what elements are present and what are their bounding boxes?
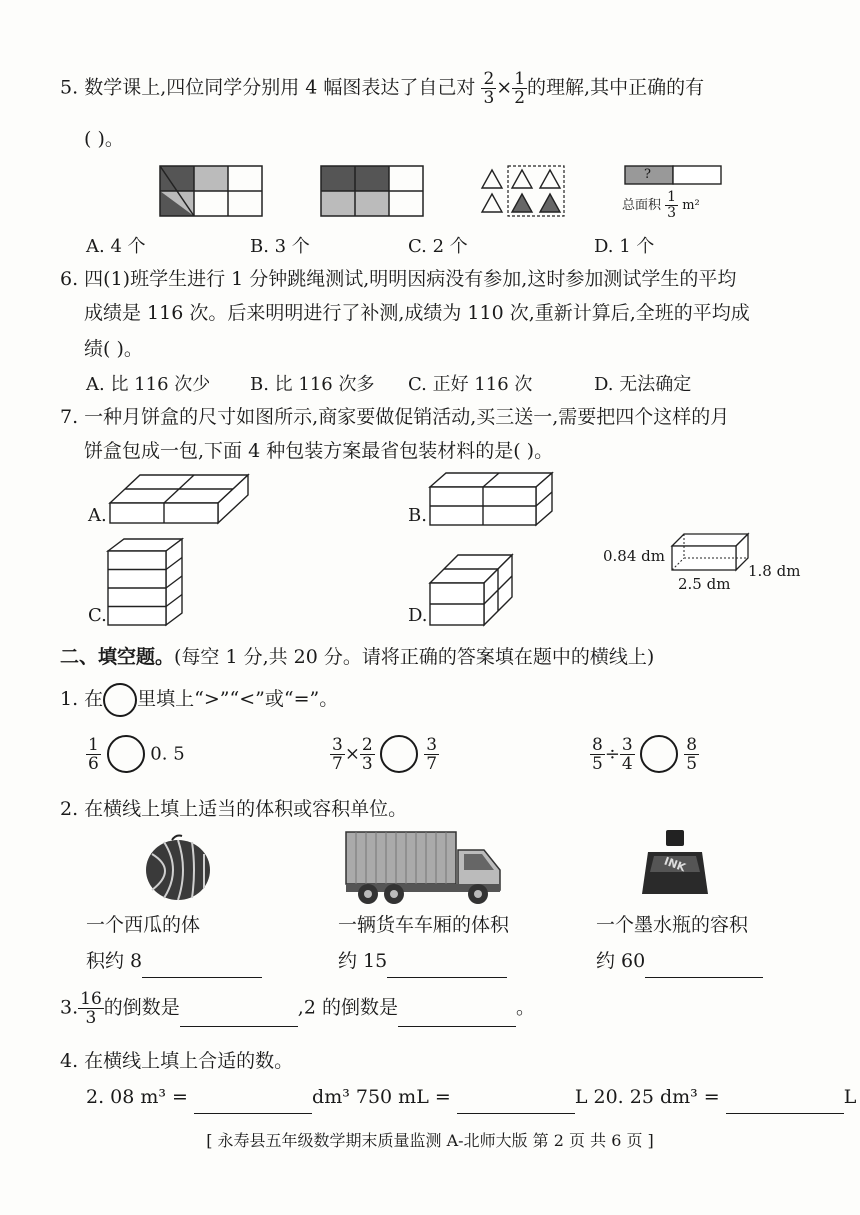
f1-circle-example xyxy=(103,683,137,717)
q7-label-a[interactable]: A. xyxy=(88,505,107,526)
f4-line: 2. 08 m³ = dm³ 750 mL = L 20. 25 dm³ = L xyxy=(86,1080,856,1114)
q7-dim-width: 1.8 dm xyxy=(748,562,801,580)
q6-option-c[interactable]: C. 正好 116 次 xyxy=(408,374,533,395)
f2-item3-line2: 约 60 xyxy=(596,944,763,978)
f2-item2-line2: 约 15 xyxy=(338,944,507,978)
f1-answer-circle-3[interactable] xyxy=(640,735,678,773)
f4-title: 4. 在横线上填上合适的数。 xyxy=(60,1050,294,1072)
f4-blank-3[interactable] xyxy=(726,1089,844,1114)
f1-expr-3: $\frac{8}{5}$ ÷ $\frac{3}{4}$ $\frac{8}{5}$ xyxy=(592,734,698,774)
q6-line3: 绩( )。 xyxy=(84,338,143,360)
f4-blank-2[interactable] xyxy=(457,1089,575,1114)
q5-figure-a xyxy=(160,166,262,216)
q6-option-a[interactable]: A. 比 116 次少 xyxy=(86,374,211,395)
q6-option-d[interactable]: D. 无法确定 xyxy=(594,374,692,395)
q7-line2: 饼盒包成一包,下面 4 种包装方案最省包装材料的是( )。 xyxy=(84,440,554,462)
section2-note: (每空 1 分,共 20 分。请将正确的答案填在题中的横线上) xyxy=(174,646,655,668)
q5-text-a: 数学课上,四位同学分别用 4 幅图表达了自己对 xyxy=(84,76,476,99)
f2-blank-3[interactable] xyxy=(645,953,763,978)
q5-option-c[interactable]: C. 2 个 xyxy=(408,236,468,257)
page-footer: [ 永寿县五年级数学期末质量监测 A-北师大版 第 2 页 共 6 页 ] xyxy=(206,1131,654,1150)
truck-image xyxy=(344,830,504,906)
f2-item2-line1: 一辆货车车厢的体积 xyxy=(338,914,510,936)
q5-fig-d-question: ? xyxy=(644,167,651,182)
f2-item1-line2: 积约 8 xyxy=(86,944,262,978)
q7-label-d[interactable]: D. xyxy=(408,605,428,626)
q5-times: × xyxy=(496,76,513,99)
q5-figure-b xyxy=(321,166,423,216)
f1-stem: 1. 在 里填上“>”“<”或“=”。 xyxy=(60,682,338,717)
f1-answer-circle-1[interactable] xyxy=(107,735,145,773)
f2-title: 2. 在横线上填上适当的体积或容积单位。 xyxy=(60,798,408,820)
q5-fig-d-caption: 总面积 $\frac{1}{3}$ m² xyxy=(622,189,700,221)
q7-dim-length: 2.5 dm xyxy=(678,575,731,593)
q5-number: 5. xyxy=(60,76,79,99)
q5-frac1: $\frac{2}{3}$ xyxy=(483,69,495,108)
q6-option-b[interactable]: B. 比 116 次多 xyxy=(250,374,375,395)
f2-item1-line1: 一个西瓜的体 xyxy=(86,914,201,936)
f2-blank-1[interactable] xyxy=(142,953,262,978)
ink-bottle-image xyxy=(640,828,710,900)
f3-blank-1[interactable] xyxy=(180,1002,298,1027)
q5-stem xyxy=(60,70,704,107)
q7-label-b[interactable]: B. xyxy=(408,505,427,526)
q7-figure-d xyxy=(430,553,514,627)
q7-figure-a xyxy=(110,473,250,525)
q5-figure-c xyxy=(480,166,566,216)
f2-blank-2[interactable] xyxy=(387,953,507,978)
q5-option-d[interactable]: D. 1 个 xyxy=(594,236,655,257)
q7-figure-c xyxy=(108,537,184,627)
q7-figure-b xyxy=(430,471,554,527)
f1-expr-2: $\frac{3}{7}$ × $\frac{2}{3}$ $\frac{3}{7}$ xyxy=(332,734,438,774)
section2-heading xyxy=(60,640,654,674)
q7-dim-height: 0.84 dm xyxy=(603,547,665,565)
q5-answer-paren: ( )。 xyxy=(84,128,124,150)
q5-frac2: $\frac{1}{2}$ xyxy=(514,69,526,108)
q6-line1: 6. 四(1)班学生进行 1 分钟跳绳测试,明明因病没有参加,这时参加测试学生的平均 xyxy=(60,268,737,290)
f1-expr-1: $\frac{1}{6}$ 0. 5 xyxy=(88,734,185,774)
f1-answer-circle-2[interactable] xyxy=(380,735,418,773)
q5-option-b[interactable]: B. 3 个 xyxy=(250,236,310,257)
f2-item3-line1: 一个墨水瓶的容积 xyxy=(596,914,749,936)
watermelon-image xyxy=(142,834,214,902)
q5-option-a[interactable]: A. 4 个 xyxy=(86,236,146,257)
q7-label-c[interactable]: C. xyxy=(88,605,107,626)
f4-blank-1[interactable] xyxy=(194,1089,312,1114)
q7-box-diagram xyxy=(672,532,752,574)
f3-line: 3. $\frac{16}{3}$ 的倒数是 ,2 的倒数是 。 xyxy=(60,989,535,1028)
q7-line1: 7. 一种月饼盒的尺寸如图所示,商家要做促销活动,买三送一,需要把四个这样的月 xyxy=(60,406,730,428)
q5-figure-d xyxy=(625,166,721,186)
section2-title: 二、填空题。 xyxy=(60,646,175,668)
ink-label: INK xyxy=(662,854,688,875)
q6-line2: 成绩是 116 次。后来明明进行了补测,成绩为 110 次,重新计算后,全班的平均成 xyxy=(84,302,750,324)
q5-text-b: 的理解,其中正确的有 xyxy=(527,76,705,99)
f3-blank-2[interactable] xyxy=(398,1002,516,1027)
